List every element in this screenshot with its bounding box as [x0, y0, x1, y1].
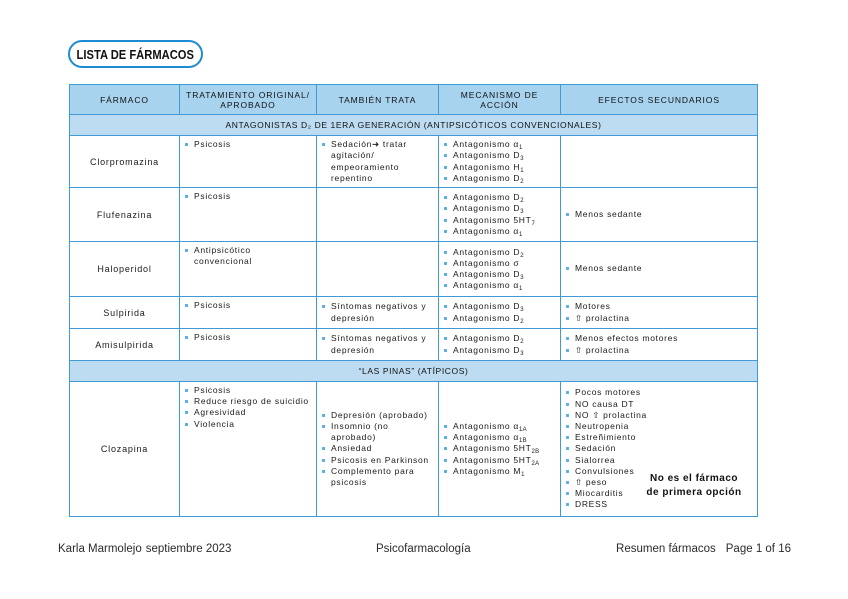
list-item — [444, 443, 555, 454]
item-text: Motores — [575, 301, 611, 312]
item-text: DRESS — [575, 499, 608, 510]
column-header: MECANISMO DE ACCIÓN — [439, 85, 561, 115]
side-effects-list — [566, 333, 752, 355]
list-item — [566, 432, 752, 443]
item-text: Antagonismo D — [453, 203, 521, 214]
item-text: Antagonismo H — [453, 161, 521, 172]
subscript: 1A — [519, 426, 527, 433]
column-header: TRATAMIENTO ORIGINAL/ APROBADO — [180, 85, 317, 115]
list-item — [322, 421, 433, 443]
item-text: Miocarditis — [575, 488, 624, 499]
mechanism-list — [444, 192, 555, 237]
side-effects-cell — [561, 188, 758, 242]
subscript: 2B — [531, 449, 540, 456]
list-item — [444, 247, 555, 258]
subscript: 3 — [520, 209, 524, 216]
footer-right — [616, 542, 791, 556]
list-item — [444, 192, 555, 203]
list-item — [444, 280, 555, 291]
mechanism-list — [444, 333, 555, 355]
subscript: 1 — [519, 286, 523, 293]
treatment-list — [185, 300, 311, 311]
item-text: Menos efectos motores — [575, 333, 679, 344]
list-item — [185, 300, 311, 311]
list-item — [444, 432, 555, 443]
item-text: Antagonismo α — [453, 280, 519, 291]
item-text: Antipsicótico convencional — [194, 245, 253, 267]
mechanism-cell — [439, 329, 561, 361]
subscript: 3 — [520, 307, 524, 314]
side-effects-list — [566, 263, 752, 274]
item-text: Psicosis — [194, 332, 231, 342]
item-text: Sedación➜ tratar agitación/ empeoramiento repentino — [331, 139, 407, 183]
list-item — [444, 162, 555, 173]
list-item — [322, 301, 433, 323]
item-text: Psicosis — [194, 385, 231, 395]
treatment-list — [185, 332, 311, 343]
treatment-cell — [180, 297, 317, 329]
drug-name-cell: Haloperidol — [70, 242, 180, 297]
item-text: Antagonismo α — [453, 225, 519, 236]
item-text: Complemento para psicosis — [331, 465, 415, 487]
also-treats-list — [322, 410, 433, 488]
mechanism-cell — [439, 382, 561, 517]
subscript: 2A — [531, 460, 540, 467]
list-item — [444, 173, 555, 184]
mechanism-list — [444, 139, 555, 184]
item-text: Psicosis — [194, 191, 231, 201]
treatment-list — [185, 139, 311, 150]
mechanism-list — [444, 247, 555, 292]
list-item — [185, 419, 311, 430]
mechanism-cell — [439, 188, 561, 242]
item-text: ⇧ prolactina — [575, 344, 630, 355]
list-item — [322, 333, 433, 355]
table-header-row — [70, 85, 758, 115]
side-effects-list — [566, 209, 752, 220]
subscript: 2 — [520, 318, 524, 325]
item-text: Antagonismo D — [453, 150, 521, 161]
drug-row — [70, 297, 758, 329]
subscript: 1 — [520, 167, 524, 174]
list-item — [185, 385, 311, 396]
item-text: Neutropenia — [575, 420, 630, 431]
treatment-cell — [180, 242, 317, 297]
subscript: 3 — [520, 350, 524, 357]
mechanism-list — [444, 301, 555, 323]
treatment-list — [185, 191, 311, 202]
side-effects-cell — [561, 329, 758, 361]
list-item — [566, 313, 752, 324]
list-item — [322, 139, 433, 184]
item-text: Antagonismo α — [453, 420, 519, 431]
first-choice-note: No es el fármaco de primera opción — [646, 473, 742, 498]
list-item — [322, 455, 433, 466]
footer-page-number: Page 1 of 16 — [725, 543, 791, 555]
item-text: ⇧ peso — [575, 477, 608, 487]
list-item — [444, 215, 555, 226]
item-text: Antagonismo D — [453, 333, 521, 344]
also-treats-cell — [317, 329, 439, 361]
list-item — [566, 421, 752, 432]
list-item — [322, 466, 433, 488]
drug-name-cell: Sulpirida — [70, 297, 180, 329]
item-text: Síntomas negativos y depresión — [331, 333, 427, 355]
drug-name-cell: Clozapina — [70, 382, 180, 517]
section-row — [70, 115, 758, 136]
subscript: 1 — [519, 145, 523, 152]
item-text: Agresividad — [194, 407, 247, 418]
mechanism-list — [444, 421, 555, 477]
also-treats-cell — [317, 136, 439, 188]
list-item — [444, 150, 555, 161]
list-item — [566, 345, 752, 356]
list-item — [444, 455, 555, 466]
item-text: Depresión (aprobado) — [331, 409, 428, 420]
item-text: Violencia — [194, 418, 235, 429]
item-text: Sialorrea — [575, 454, 616, 465]
item-text: Insomnio (no aprobado) — [331, 420, 389, 443]
list-item — [444, 333, 555, 344]
also-treats-cell — [317, 297, 439, 329]
list-item — [444, 226, 555, 237]
section-row — [70, 361, 758, 382]
item-text: Reduce riesgo de suicidio — [194, 396, 309, 407]
subscript: 2 — [520, 198, 524, 205]
also-treats-cell — [317, 382, 439, 517]
item-text: Síntomas negativos y depresión — [331, 301, 427, 323]
subscript: 1 — [519, 231, 523, 238]
list-item — [566, 209, 752, 220]
section-label: ANTAGONISTAS D₂ DE 1ERA GENERACIÓN (ANTIPSICÓTICOS CONVENCIONALES) — [70, 115, 758, 136]
column-header: FÁRMACO — [70, 85, 180, 115]
drug-row — [70, 136, 758, 188]
item-text: Antagonismo M — [453, 465, 522, 476]
item-text: Antagonismo D — [453, 172, 521, 183]
item-text: NO causa DT — [575, 398, 635, 409]
item-text: Antagonismo D — [453, 312, 521, 323]
list-item — [566, 499, 752, 510]
drug-table — [69, 84, 758, 517]
list-item — [566, 333, 752, 344]
subscript: 7 — [531, 220, 536, 227]
side-effects-cell — [561, 297, 758, 329]
list-item — [185, 332, 311, 343]
subscript: 3 — [520, 156, 524, 163]
item-text: Convulsiones — [575, 465, 635, 476]
list-item — [185, 396, 311, 407]
list-item — [566, 455, 752, 466]
item-text: NO ⇧ prolactina — [575, 409, 647, 420]
drug-name-cell: Amisulpirida — [70, 329, 180, 361]
footer-center — [376, 542, 471, 556]
item-text: Menos sedante — [575, 208, 643, 219]
list-item — [566, 263, 752, 274]
footer-document: Resumen fármacos — [616, 543, 716, 555]
list-item — [185, 407, 311, 418]
list-item — [444, 301, 555, 312]
item-text: Antagonismo D — [453, 344, 521, 355]
drug-row — [70, 242, 758, 297]
footer-subject: Psicofarmacología — [376, 543, 471, 555]
table-body — [70, 115, 758, 517]
item-text: Antagonismo α — [453, 432, 519, 443]
also-treats-list — [322, 333, 433, 355]
list-item — [566, 443, 752, 454]
subscript: 2 — [520, 252, 524, 259]
also-treats-cell — [317, 242, 439, 297]
title-badge-text: LISTA DE FÁRMACOS — [76, 46, 195, 62]
drug-row — [70, 329, 758, 361]
list-item — [444, 139, 555, 150]
item-text: Antagonismo D — [453, 192, 521, 203]
item-text: Antagonismo 5HT — [453, 214, 532, 225]
item-text: Antagonismo D — [453, 246, 521, 257]
mechanism-cell — [439, 242, 561, 297]
item-text: Menos sedante — [575, 263, 643, 274]
treatment-cell — [180, 329, 317, 361]
list-item — [566, 301, 752, 312]
subscript: 2 — [520, 339, 524, 346]
treatment-cell — [180, 136, 317, 188]
mechanism-cell — [439, 297, 561, 329]
item-text: ⇧ prolactina — [575, 312, 630, 323]
mechanism-cell — [439, 136, 561, 188]
treatment-cell — [180, 188, 317, 242]
footer-date: septiembre 2023 — [145, 543, 232, 555]
also-treats-list — [322, 139, 433, 184]
treatment-list — [185, 245, 311, 267]
also-treats-cell — [317, 188, 439, 242]
list-item — [566, 410, 752, 421]
side-effects-cell — [561, 136, 758, 188]
list-item — [444, 466, 555, 477]
subscript: 3 — [520, 275, 524, 281]
list-item — [322, 410, 433, 421]
item-text: Psicosis — [194, 300, 231, 310]
table-header — [70, 85, 758, 115]
list-item — [444, 258, 555, 269]
column-header: TAMBIÉN TRATA — [317, 85, 439, 115]
side-effects-list — [566, 301, 752, 323]
treatment-cell — [180, 382, 317, 517]
list-item — [185, 245, 311, 267]
item-text: Antagonismo σ — [453, 257, 520, 268]
item-text: Pocos motores — [575, 387, 641, 398]
item-text: Ansiedad — [331, 443, 373, 454]
item-text: Antagonismo 5HT — [453, 454, 532, 465]
also-treats-list — [322, 301, 433, 323]
item-text: Sedación — [575, 443, 617, 454]
subscript: 1 — [521, 471, 525, 478]
item-text: Antagonismo α — [453, 139, 519, 150]
title-badge — [68, 40, 203, 68]
item-text: Antagonismo D — [453, 301, 521, 312]
item-text: Antagonismo D — [453, 269, 521, 279]
drug-name-cell: Clorpromazina — [70, 136, 180, 188]
item-text: Psicosis — [194, 139, 231, 149]
list-item — [444, 313, 555, 324]
treatment-list — [185, 385, 311, 430]
list-item — [185, 139, 311, 150]
list-item — [444, 345, 555, 356]
list-item — [444, 203, 555, 214]
list-item — [322, 443, 433, 454]
list-item — [566, 399, 752, 410]
side-effects-cell — [561, 242, 758, 297]
drug-name-cell: Flufenazina — [70, 188, 180, 242]
column-header: EFECTOS SECUNDARIOS — [561, 85, 758, 115]
footer-author: Karla Marmolejo — [58, 543, 142, 555]
subscript: 2 — [520, 178, 524, 185]
list-item — [444, 269, 555, 280]
drug-row — [70, 188, 758, 242]
list-item — [185, 191, 311, 202]
item-text: Estreñimiento — [575, 432, 637, 443]
subscript: 1B — [519, 438, 527, 445]
footer-left — [58, 542, 231, 556]
item-text: Antagonismo 5HT — [453, 443, 532, 454]
item-text: Psicosis en Parkinson — [331, 454, 429, 465]
list-item — [444, 421, 555, 432]
section-label: “LAS PINAS” (ATÍPICOS) — [70, 361, 758, 382]
list-item — [566, 387, 752, 398]
